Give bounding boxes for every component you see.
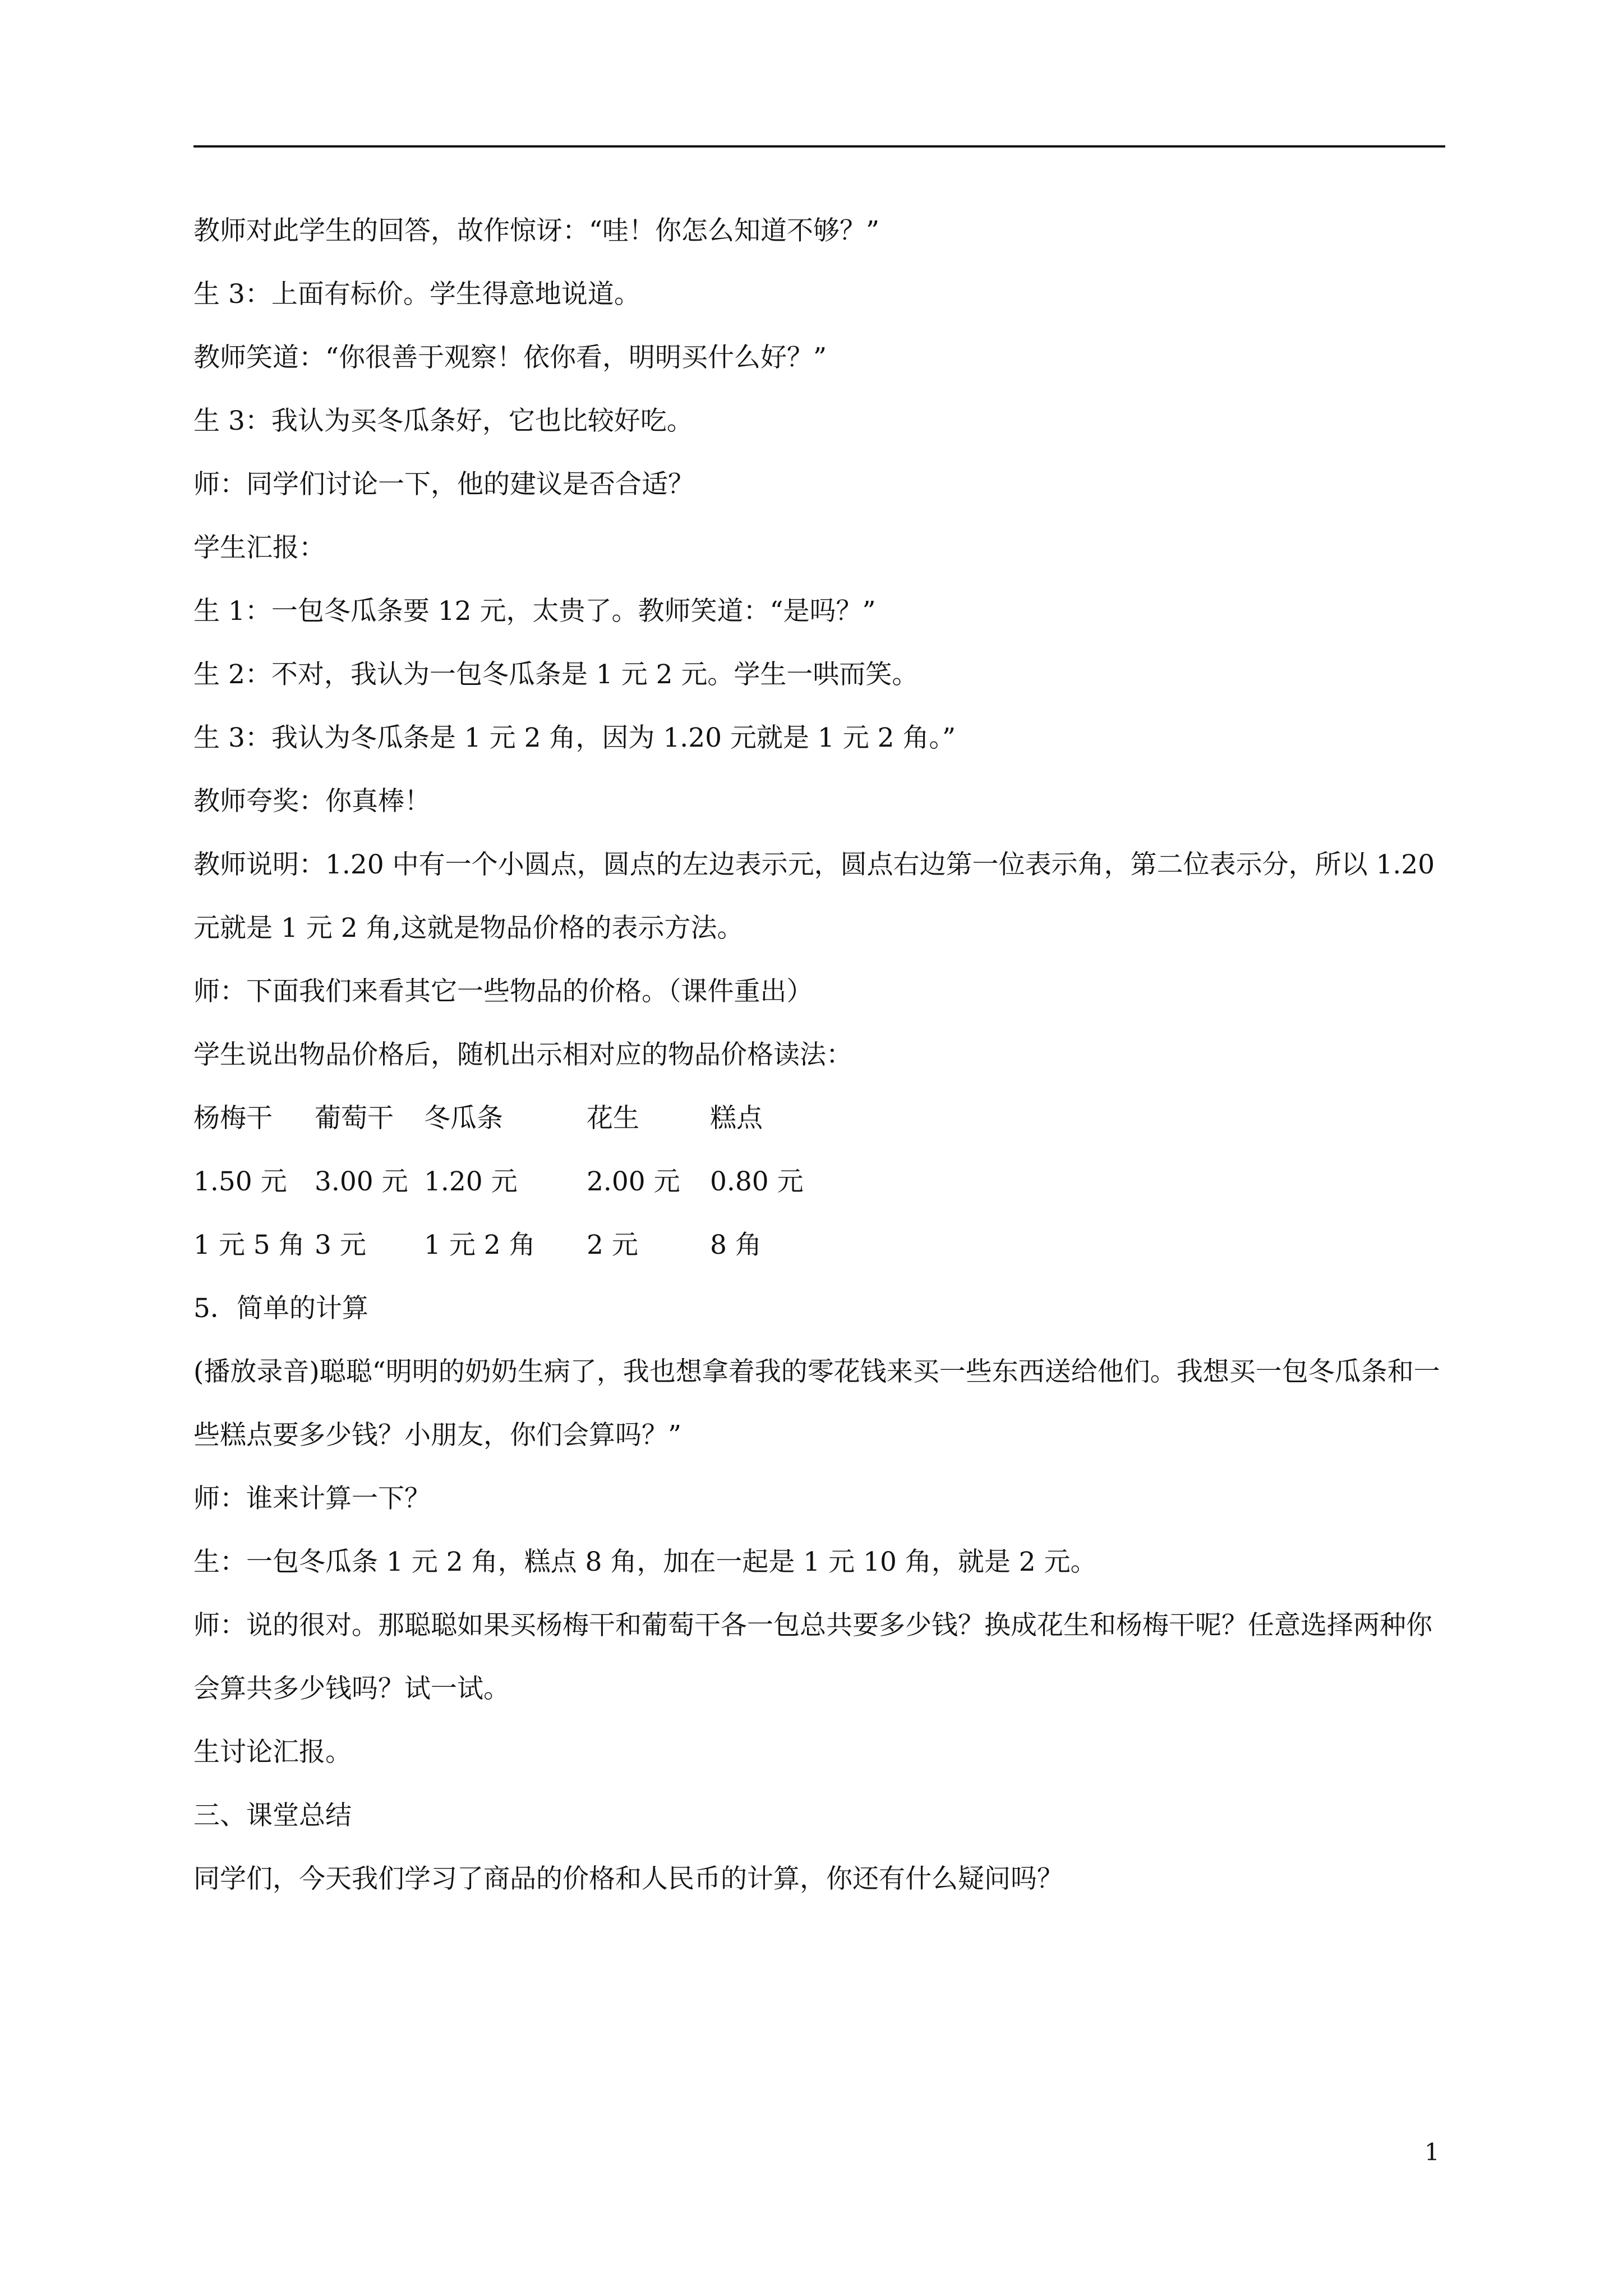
paragraph-student-calculation: 生：一包冬瓜条 1 元 2 角，糕点 8 角，加在一起是 1 元 10 角，就是 2 元。 (193, 1547, 1097, 1577)
paragraph-recording: (播放录音)聪聪“明明的奶奶生病了，我也想拿着我的零花钱来买一些东西送给他们。我想买一包冬瓜条和一些糕点要多少钱？小朋友，你们会算吗？” (193, 1356, 1440, 1451)
item-reading: 3 元 (315, 1230, 366, 1260)
item-name: 葡萄干 (315, 1103, 394, 1134)
item-reading: 8 角 (710, 1230, 762, 1260)
paragraph-summary: 同学们，今天我们学习了商品的价格和人民币的计算，你还有什么疑问吗？ (193, 1864, 1063, 1894)
item-reading: 1 元 2 角 (424, 1230, 536, 1260)
paragraph-teacher-who-calculates: 师：谁来计算一下？ (193, 1483, 431, 1514)
paragraph-price-reading-intro: 学生说出物品价格后，随机出示相对应的物品价格读法： (193, 1039, 852, 1070)
paragraph-more-prices: 师：下面我们来看其它一些物品的价格。（课件重出） (193, 976, 813, 1007)
item-reading: 1 元 5 角 (193, 1230, 305, 1260)
paragraph-student3-price-tag: 生 3：上面有标价。学生得意地说道。 (193, 279, 640, 310)
price-table-row-readings (193, 1213, 822, 1277)
paragraph-student1: 生 1：一包冬瓜条要 12 元，太贵了。教师笑道：“是吗？” (193, 596, 876, 627)
paragraph-student3-suggestion: 生 3：我认为买冬瓜条好，它也比较好吃。 (193, 406, 693, 436)
item-price: 1.50 元 (193, 1166, 287, 1197)
paragraph-student2: 生 2：不对，我认为一包冬瓜条是 1 元 2 元。学生一哄而笑。 (193, 659, 919, 690)
paragraph-teacher-explanation: 教师说明：1.20 中有一个小圆点，圆点的左边表示元，圆点右边第一位表示角，第二位表示分，所以 1.20 元就是 1 元 2 角,这就是物品价格的表示方法。 (193, 849, 1435, 944)
paragraph-student-discussion: 生讨论汇报。 (193, 1737, 352, 1768)
item-name: 糕点 (710, 1103, 763, 1134)
price-table-row-prices (193, 1150, 822, 1213)
section-heading-class-summary: 三、课堂总结 (193, 1800, 352, 1831)
paragraph-teacher-discuss: 师：同学们讨论一下，他的建议是否合适？ (193, 469, 694, 500)
item-price: 1.20 元 (424, 1166, 518, 1197)
item-price: 3.00 元 (315, 1166, 408, 1197)
price-table-row-items (193, 1087, 822, 1150)
item-name: 冬瓜条 (424, 1103, 503, 1134)
paragraph-teacher-question: 教师笑道：“你很善于观察！依你看，明明买什么好？” (193, 342, 827, 373)
paragraph-teacher-surprise: 教师对此学生的回答，故作惊讶：“哇！你怎么知道不够？” (193, 215, 880, 246)
paragraph-student-report: 学生汇报： (193, 532, 325, 563)
paragraph-teacher-followup: 师：说的很对。那聪聪如果买杨梅干和葡萄干各一包总共要多少钱？换成花生和杨梅干呢？任意选择两种你会算共多少钱吗？试一试。 (193, 1610, 1432, 1704)
item-name: 花生 (587, 1103, 639, 1134)
section-heading-simple-calculation: 5．简单的计算 (193, 1293, 368, 1324)
document-body (193, 199, 1445, 1911)
item-reading: 2 元 (587, 1230, 638, 1260)
paragraph-student3-answer: 生 3：我认为冬瓜条是 1 元 2 角，因为 1.20 元就是 1 元 2 角。” (193, 723, 956, 753)
paragraph-teacher-praise: 教师夸奖：你真棒！ (193, 786, 431, 817)
page-number: 1 (1424, 2138, 1440, 2166)
item-price: 2.00 元 (587, 1166, 680, 1197)
item-name: 杨梅干 (193, 1103, 273, 1134)
header-rule (193, 145, 1445, 148)
item-price: 0.80 元 (710, 1166, 804, 1197)
price-table (193, 1087, 822, 1277)
